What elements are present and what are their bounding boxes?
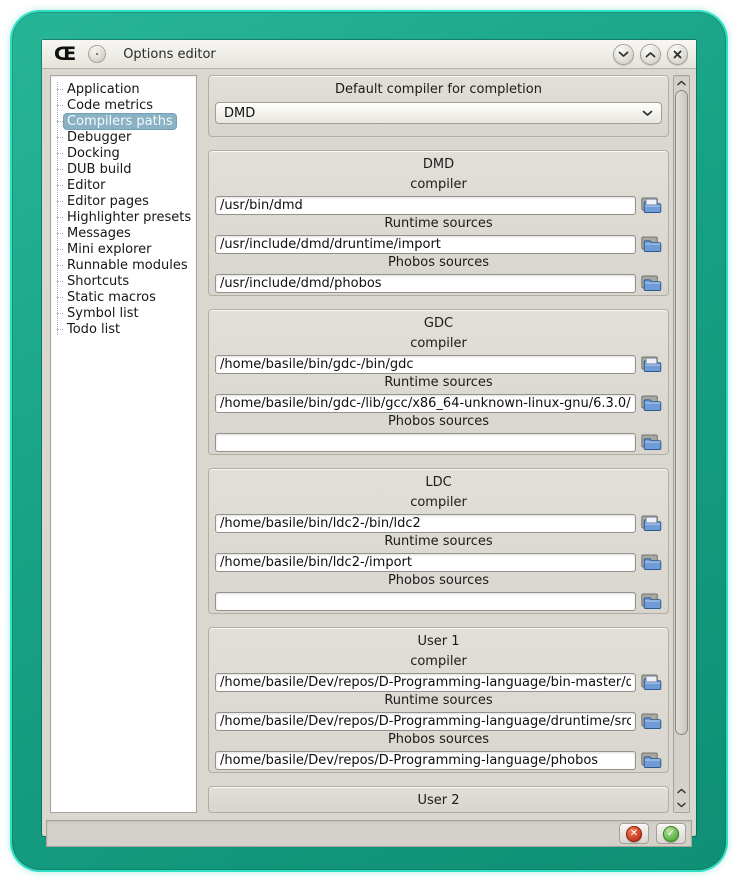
sidebar-item-label: Editor pages — [67, 193, 149, 209]
compiler-group-title: User 1 — [417, 634, 460, 649]
compiler-group-title: User 2 — [417, 793, 460, 808]
sidebar-item-label: Debugger — [67, 129, 132, 145]
sidebar-item[interactable] — [51, 113, 194, 129]
window-title: Options editor — [123, 46, 216, 62]
dot-icon — [96, 53, 98, 55]
sidebar-item-label: Editor — [67, 177, 106, 193]
browse-compiler-button[interactable] — [636, 354, 662, 374]
compilers-paths-panel — [208, 75, 669, 813]
compiler-group-title: DMD — [422, 157, 455, 172]
browse-compiler-button[interactable] — [636, 672, 662, 692]
chevron-down-icon — [618, 51, 629, 58]
default-compiler-select[interactable] — [215, 102, 662, 124]
compiler-field-label: compiler — [410, 177, 467, 192]
compiler-field-label: compiler — [410, 495, 467, 510]
phobos-sources-label: Phobos sources — [387, 255, 490, 270]
browse-runtime-button[interactable] — [636, 711, 662, 731]
sidebar-item-label: DUB build — [67, 161, 132, 177]
sidebar-item[interactable] — [51, 161, 194, 177]
compiler-group — [208, 786, 669, 813]
folder-file-icon — [641, 356, 662, 373]
runtime-sources-label: Runtime sources — [384, 693, 493, 708]
compiler-group-title: GDC — [423, 316, 454, 331]
default-compiler-value: DMD — [224, 105, 256, 121]
folder-icon — [641, 395, 662, 412]
phobos-sources-label: Phobos sources — [387, 732, 490, 747]
compiler-group — [208, 468, 669, 614]
chevron-up-icon — [645, 51, 656, 58]
scrollbar-track[interactable] — [674, 90, 689, 784]
chevron-down-icon — [677, 802, 686, 808]
close-button[interactable] — [667, 44, 688, 65]
browse-phobos-button[interactable] — [636, 591, 662, 611]
sidebar-item-label: Runnable modules — [67, 257, 188, 273]
runtime-sources-input[interactable] — [215, 553, 636, 572]
browse-phobos-button[interactable] — [636, 432, 662, 452]
browse-runtime-button[interactable] — [636, 552, 662, 572]
sidebar-item[interactable] — [51, 177, 194, 193]
default-compiler-title: Default compiler for completion — [335, 82, 542, 97]
compiler-group-title: LDC — [425, 475, 452, 490]
cancel-button[interactable] — [619, 823, 649, 844]
scrollbar-thumb[interactable] — [675, 90, 688, 735]
sidebar-item[interactable] — [51, 257, 194, 273]
sidebar-item[interactable] — [51, 273, 194, 289]
splitter[interactable] — [197, 75, 208, 813]
folder-file-icon — [641, 197, 662, 214]
folder-icon — [641, 713, 662, 730]
chevron-up-icon — [677, 788, 686, 794]
phobos-sources-input[interactable] — [215, 274, 636, 293]
folder-icon — [641, 593, 662, 610]
categories-tree — [50, 75, 197, 813]
phobos-sources-input[interactable] — [215, 433, 636, 452]
sidebar-item[interactable] — [51, 129, 194, 145]
cancel-x-icon: ✕ — [626, 826, 642, 842]
browse-compiler-button[interactable] — [636, 195, 662, 215]
default-compiler-group — [208, 75, 669, 137]
scroll-down-button[interactable] — [674, 798, 689, 812]
runtime-sources-input[interactable] — [215, 394, 636, 413]
compiler-path-input[interactable] — [215, 196, 636, 215]
compiler-group — [208, 309, 669, 455]
runtime-sources-label: Runtime sources — [384, 216, 493, 231]
phobos-sources-input[interactable] — [215, 751, 636, 770]
sidebar-item-label: Messages — [67, 225, 131, 241]
folder-icon — [641, 275, 662, 292]
sidebar-item[interactable] — [51, 321, 194, 337]
sidebar-item-label: Code metrics — [67, 97, 154, 113]
sidebar-item-label: Symbol list — [67, 305, 139, 321]
accept-button[interactable] — [656, 823, 686, 844]
sidebar-item[interactable] — [51, 97, 194, 113]
options-editor-window — [42, 40, 696, 839]
app-icon: Œ — [54, 42, 75, 65]
sidebar-item-label: Application — [67, 81, 140, 97]
sidebar-item-label: Mini explorer — [67, 241, 152, 257]
sidebar-item-label: Shortcuts — [67, 273, 130, 289]
sidebar-item-label: Todo list — [67, 321, 121, 337]
browse-runtime-button[interactable] — [636, 393, 662, 413]
folder-file-icon — [641, 674, 662, 691]
window-frame — [12, 12, 726, 870]
compiler-group — [208, 627, 669, 773]
browse-runtime-button[interactable] — [636, 234, 662, 254]
folder-icon — [641, 752, 662, 769]
sidebar-item-label: Highlighter presets — [67, 209, 192, 225]
window-menu-button[interactable] — [88, 45, 106, 63]
runtime-sources-label: Runtime sources — [384, 375, 493, 390]
phobos-sources-input[interactable] — [215, 592, 636, 611]
runtime-sources-input[interactable] — [215, 235, 636, 254]
sidebar-item[interactable] — [51, 145, 194, 161]
runtime-sources-input[interactable] — [215, 712, 636, 731]
compiler-path-input[interactable] — [215, 673, 636, 692]
sidebar-item[interactable] — [51, 305, 194, 321]
sidebar-item-label: Static macros — [67, 289, 156, 305]
shade-button[interactable] — [613, 44, 634, 65]
sidebar-item[interactable] — [51, 193, 194, 209]
vertical-scrollbar[interactable] — [673, 75, 690, 813]
compiler-group — [208, 150, 669, 296]
sidebar-item-label: Docking — [67, 145, 120, 161]
folder-icon — [641, 554, 662, 571]
compiler-path-input[interactable] — [215, 514, 636, 533]
sidebar-item[interactable] — [51, 241, 194, 257]
folder-icon — [641, 236, 662, 253]
folder-file-icon — [641, 515, 662, 532]
phobos-sources-label: Phobos sources — [387, 573, 490, 588]
phobos-sources-label: Phobos sources — [387, 414, 490, 429]
unshade-button[interactable] — [640, 44, 661, 65]
runtime-sources-label: Runtime sources — [384, 534, 493, 549]
compiler-field-label: compiler — [410, 654, 467, 669]
sidebar-item-label: Compilers paths — [64, 114, 176, 129]
browse-compiler-button[interactable] — [636, 513, 662, 533]
scroll-up-button[interactable] — [674, 76, 689, 90]
sidebar-item[interactable] — [51, 209, 194, 225]
dialog-button-bar — [46, 820, 692, 847]
chevron-down-icon — [642, 110, 653, 117]
titlebar[interactable] — [42, 40, 696, 69]
compiler-field-label: compiler — [410, 336, 467, 351]
browse-phobos-button[interactable] — [636, 273, 662, 293]
close-icon — [673, 50, 682, 59]
accept-check-icon: ✓ — [663, 826, 679, 842]
chevron-up-icon — [677, 80, 686, 86]
browse-phobos-button[interactable] — [636, 750, 662, 770]
sidebar-item[interactable] — [51, 81, 194, 97]
folder-icon — [641, 434, 662, 451]
sidebar-item[interactable] — [51, 225, 194, 241]
sidebar-item[interactable] — [51, 289, 194, 305]
scroll-up-button-2[interactable] — [674, 784, 689, 798]
compiler-path-input[interactable] — [215, 355, 636, 374]
